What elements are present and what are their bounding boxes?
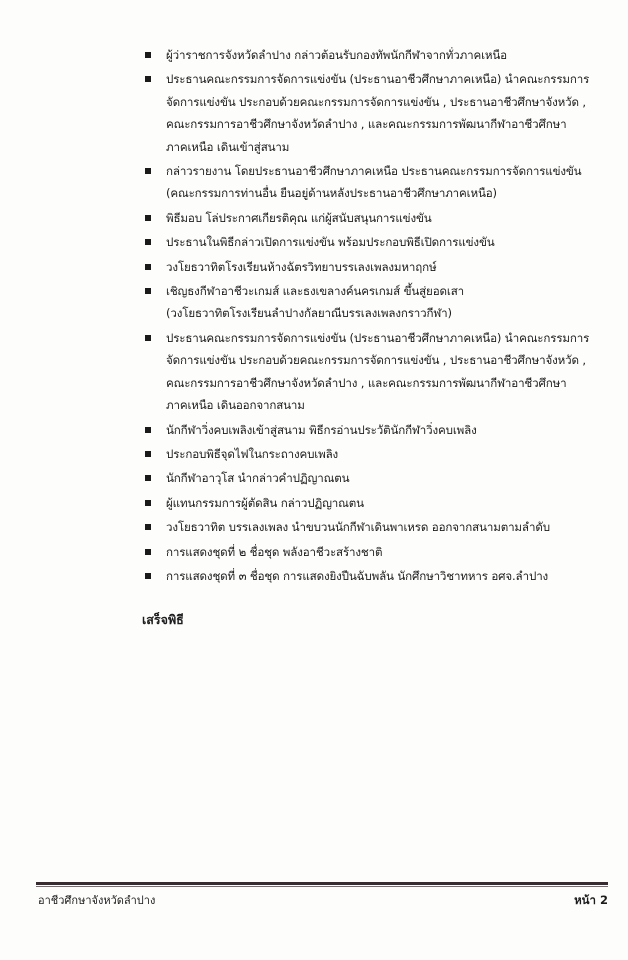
agenda-item <box>142 256 612 278</box>
square-bullet-icon <box>145 573 151 579</box>
agenda-item-line: การแสดงชุดที่ ๓ ชื่อชุด การแสดงยิงปืนฉับพลัน นักศึกษาวิชาทหาร อศจ.ลำปาง <box>166 568 549 583</box>
agenda-item <box>142 280 612 325</box>
agenda-item-line: ผู้ว่าราชการจังหวัดลำปาง กล่าวต้อนรับกองทัพนักกีฬาจากทั่วภาคเหนือ <box>166 48 507 62</box>
agenda-item-line: พิธีมอบ โล่ประกาศเกียรติคุณ แก่ผู้สนับสนุนการแข่งขัน <box>166 210 432 225</box>
agenda-item <box>142 231 612 253</box>
agenda-item <box>142 565 612 587</box>
square-bullet-icon <box>145 52 151 58</box>
agenda-item <box>142 419 612 441</box>
square-bullet-icon <box>145 264 151 270</box>
square-bullet-icon <box>145 524 151 530</box>
square-bullet-icon <box>145 239 151 245</box>
agenda-item-line: วงโยธวาทิต บรรเลงเพลง นำขบวนนักกีฬาเดินพาเหรด ออกจากสนามตามลำดับ <box>166 520 550 535</box>
square-bullet-icon <box>145 500 151 506</box>
agenda-item-line: ประกอบพิธีจุดไฟในกระถางคบเพลิง <box>166 446 339 461</box>
square-bullet-icon <box>145 335 151 341</box>
agenda-item <box>142 327 612 417</box>
agenda-item <box>142 207 612 229</box>
agenda-item-line: นักกีฬาวิ่งคบเพลิงเข้าสู่สนาม พิธีกรอ่านประวัตินักกีฬาวิ่งคบเพลิง <box>166 422 477 437</box>
agenda-item-line: ภาคเหนือ เดินออกจากสนาม <box>166 398 305 413</box>
square-bullet-icon <box>145 288 151 294</box>
agenda-item-line: คณะกรรมการอาชีวศึกษาจังหวัดลำปาง , และคณะกรรมการพัฒนากีฬาอาชีวศึกษา <box>166 117 567 132</box>
agenda-item-line: วงโยธวาทิตโรงเรียนห้างฉัตรวิทยาบรรเลงเพลงมหาฤกษ์ <box>166 259 437 274</box>
square-bullet-icon <box>145 168 151 174</box>
agenda-item <box>142 516 612 538</box>
agenda-item-line: ประธานในพิธีกล่าวเปิดการแข่งขัน พร้อมประกอบพิธีเปิดการแข่งขัน <box>166 235 495 250</box>
agenda-item <box>142 467 612 489</box>
agenda-item-line: คณะกรรมการอาชีวศึกษาจังหวัดลำปาง , และคณะกรรมการพัฒนากีฬาอาชีวศึกษา <box>166 375 567 390</box>
agenda-item <box>142 492 612 514</box>
footer-divider-thin <box>36 886 608 887</box>
agenda-item <box>142 443 612 465</box>
square-bullet-icon <box>145 76 151 82</box>
agenda-item-line: จัดการแข่งขัน ประกอบด้วยคณะกรรมการจัดการแข่งขัน , ประธานอาชีวศึกษาจังหวัด , <box>166 94 586 109</box>
footer-divider <box>36 882 608 885</box>
footer-organization: อาชีวศึกษาจังหวัดลำปาง <box>38 894 156 907</box>
agenda-item <box>142 44 612 66</box>
agenda-item-line: (คณะกรรมการท่านอื่น ยืนอยู่ด้านหลังประธานอาชีวศึกษาภาคเหนือ) <box>166 186 497 201</box>
agenda-item-line: (วงโยธวาทิตโรงเรียนลำปางกัลยาณีบรรเลงเพลงกราวกีฬา) <box>166 306 452 321</box>
agenda-item-line: จัดการแข่งขัน ประกอบด้วยคณะกรรมการจัดการแข่งขัน , ประธานอาชีวศึกษาจังหวัด , <box>166 353 586 368</box>
square-bullet-icon <box>145 427 151 433</box>
agenda-item-line: ประธานคณะกรรมการจัดการแข่งขัน (ประธานอาชีวศึกษาภาคเหนือ) นำคณะกรรมการ <box>166 72 590 87</box>
agenda-item <box>142 68 612 158</box>
agenda-item-line: ประธานคณะกรรมการจัดการแข่งขัน (ประธานอาชีวศึกษาภาคเหนือ) นำคณะกรรมการ <box>166 330 590 345</box>
square-bullet-icon <box>145 451 151 457</box>
square-bullet-icon <box>145 475 151 481</box>
page-number: หน้า 2 <box>574 893 608 907</box>
square-bullet-icon <box>145 549 151 555</box>
agenda-item-line: นักกีฬาอาวุโส นำกล่าวคำปฏิญาณตน <box>166 471 350 486</box>
agenda-item <box>142 160 612 205</box>
closing-heading: เสร็จพิธี <box>142 612 184 627</box>
agenda-item-line: ผู้แทนกรรมการผู้ตัดสิน กล่าวปฏิญาณตน <box>166 495 364 510</box>
agenda-item-line: กล่าวรายงาน โดยประธานอาชีวศึกษาภาคเหนือ ประธานคณะกรรมการจัดการแข่งขัน <box>166 164 582 179</box>
square-bullet-icon <box>145 215 151 221</box>
ceremony-agenda-list <box>142 44 612 589</box>
agenda-item-line: เชิญธงกีฬาอาชีวะเกมส์ และธงเขลางค์นครเกมส์ ขึ้นสู่ยอดเสา <box>166 284 464 299</box>
agenda-item-line: การแสดงชุดที่ ๒ ชื่อชุด พลังอาชีวะสร้างชาติ <box>166 544 383 559</box>
agenda-item-line: ภาคเหนือ เดินเข้าสู่สนาม <box>166 139 290 154</box>
agenda-item <box>142 541 612 563</box>
